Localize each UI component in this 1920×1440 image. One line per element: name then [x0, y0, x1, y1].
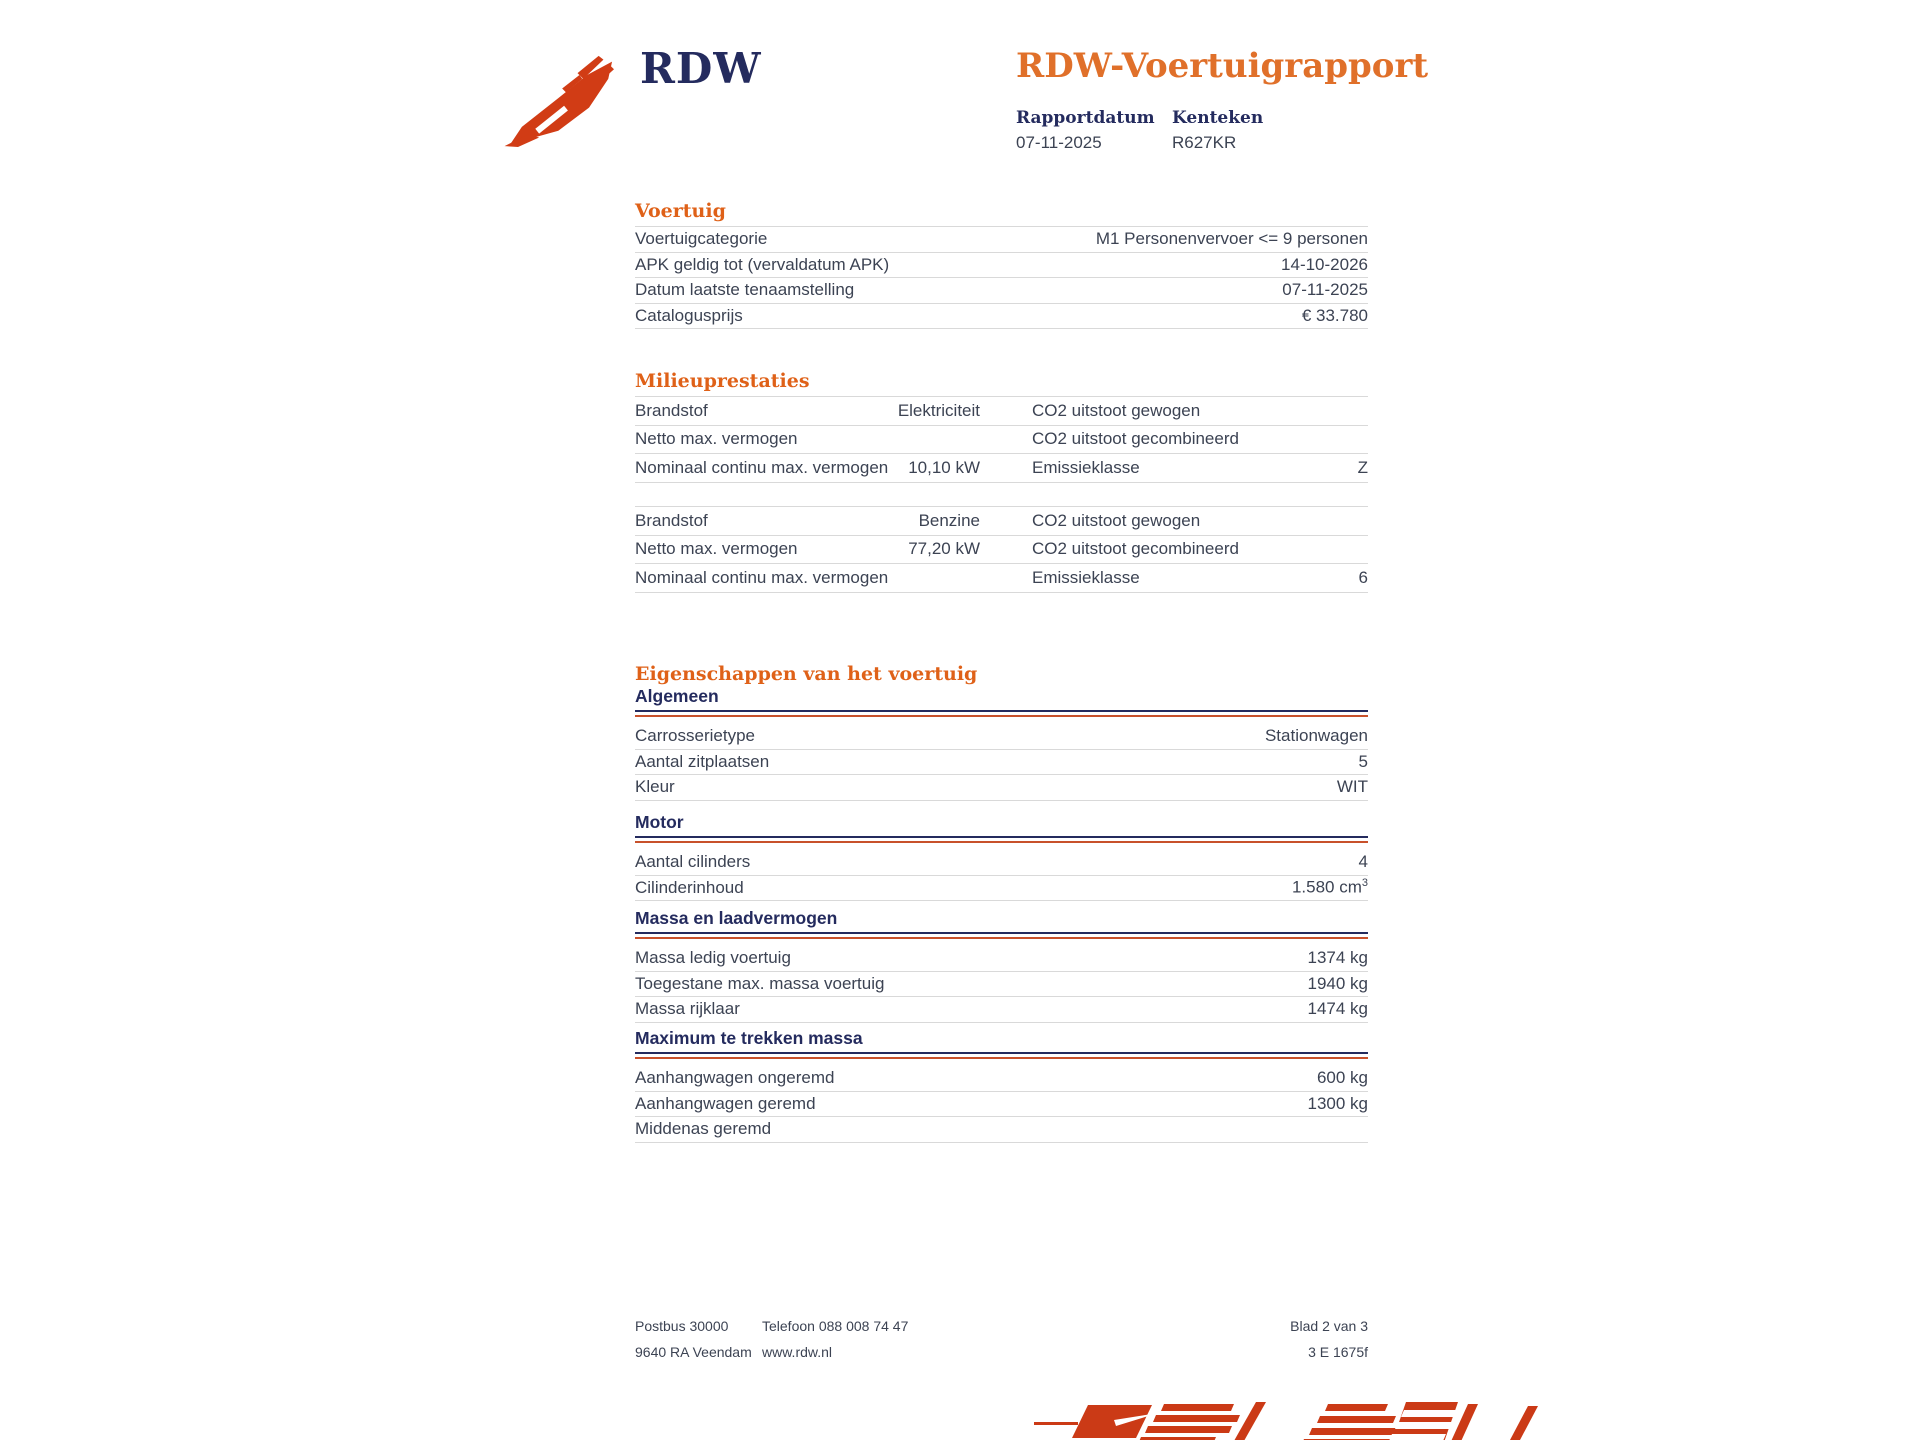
footer-website: www.rdw.nl	[762, 1344, 833, 1360]
table-row	[635, 278, 1368, 304]
row-label: Brandstof	[635, 400, 708, 420]
row-label: Kleur	[635, 777, 675, 797]
footer-address-line1: Postbus 30000	[635, 1318, 729, 1334]
row-value-superscript: 3	[1361, 877, 1368, 890]
voertuig-table	[635, 226, 1368, 329]
table-row	[635, 1092, 1368, 1118]
row-label: Carrosserietype	[635, 726, 755, 746]
row-label: CO2 uitstoot gecombineerd	[1032, 429, 1239, 449]
row-label: CO2 uitstoot gewogen	[1032, 510, 1201, 530]
row-left-pair	[635, 458, 980, 478]
row-right-pair	[1032, 539, 1368, 559]
table-row	[635, 397, 1368, 426]
table-row	[635, 536, 1368, 565]
row-right-pair	[1032, 458, 1368, 478]
row-value: 5	[1358, 751, 1368, 771]
algemeen-table	[635, 724, 1368, 801]
row-value: 4	[1358, 852, 1368, 872]
row-value: 07-11-2025	[1282, 280, 1368, 300]
row-value: 14-10-2026	[1281, 254, 1368, 274]
row-left-pair	[635, 401, 980, 421]
orange-rule	[635, 841, 1368, 843]
footer-phone: Telefoon 088 008 74 47	[762, 1318, 909, 1334]
massa-table	[635, 946, 1368, 1023]
orange-rule	[635, 715, 1368, 717]
subsection-algemeen	[635, 686, 1368, 801]
row-label: Emissieklasse	[1032, 567, 1140, 587]
row-value: 600 kg	[1316, 1068, 1368, 1088]
row-label: APK geldig tot (vervaldatum APK)	[635, 254, 890, 274]
row-left-pair	[635, 429, 980, 449]
row-value: 1300 kg	[1307, 1093, 1368, 1113]
orange-rule	[635, 1057, 1368, 1059]
row-left-pair	[635, 511, 980, 531]
table-row	[635, 775, 1368, 801]
row-label: Brandstof	[635, 510, 708, 530]
table-row	[635, 304, 1368, 330]
row-value: € 33.780	[1301, 305, 1368, 325]
table-row	[635, 972, 1368, 998]
rdw-feather-icon	[500, 52, 632, 148]
table-row	[635, 946, 1368, 972]
trekken-massa-table	[635, 1066, 1368, 1143]
footer-page-indicator: Blad 2 van 3	[1290, 1318, 1368, 1334]
motor-table	[635, 850, 1368, 901]
license-plate-label: Kenteken	[1172, 108, 1264, 128]
section-heading-eigenschappen: Eigenschappen van het voertuig	[635, 663, 978, 685]
rdw-logo-text: RDW	[640, 44, 762, 93]
row-value: 77,20 kW	[908, 539, 980, 559]
milieu-table-elektriciteit	[635, 396, 1368, 483]
row-value: 1.580 $cm^3$	[1291, 877, 1368, 898]
milieu-table-benzine	[635, 506, 1368, 593]
row-value: WIT	[1336, 777, 1368, 797]
table-row	[635, 1066, 1368, 1092]
row-label: Cilinderinhoud	[635, 877, 744, 897]
row-label: CO2 uitstoot gecombineerd	[1032, 539, 1239, 559]
row-label: Datum laatste tenaamstelling	[635, 280, 855, 300]
table-row	[635, 724, 1368, 750]
row-label: Massa rijklaar	[635, 999, 740, 1019]
row-left-pair	[635, 539, 980, 559]
table-row	[635, 454, 1368, 483]
row-right-pair	[1032, 511, 1368, 531]
table-row	[635, 507, 1368, 536]
row-value: 6	[1358, 567, 1368, 587]
row-label: Nominaal continu max. vermogen	[635, 567, 889, 587]
row-value: 1474 kg	[1307, 999, 1368, 1019]
row-label: Nominaal continu max. vermogen	[635, 457, 889, 477]
subsection-heading: Massa en laadvermogen	[635, 908, 1368, 934]
subsection-trekken-massa	[635, 1028, 1368, 1143]
orange-rule	[635, 937, 1368, 939]
row-value: 1940 kg	[1307, 973, 1368, 993]
row-value: Benzine	[918, 510, 980, 530]
table-row	[635, 564, 1368, 593]
row-value: 10,10 kW	[908, 457, 980, 477]
row-label: Middenas geremd	[635, 1119, 772, 1139]
rdw-stripe-graphic-icon	[1028, 1398, 1548, 1440]
report-date-label: Rapportdatum	[1016, 108, 1155, 128]
table-row	[635, 426, 1368, 455]
report-date-value: 07-11-2025	[1016, 133, 1102, 152]
row-right-pair	[1032, 401, 1368, 421]
row-label: Toegestane max. massa voertuig	[635, 973, 885, 993]
subsection-heading: Motor	[635, 812, 1368, 838]
subsection-massa	[635, 908, 1368, 1023]
row-label: Aantal cilinders	[635, 852, 751, 872]
row-label: Voertuigcategorie	[635, 229, 768, 249]
row-label: Catalogusprijs	[635, 305, 743, 325]
section-heading-milieuprestaties: Milieuprestaties	[635, 370, 810, 392]
subsection-motor	[635, 812, 1368, 901]
row-value: Stationwagen	[1264, 726, 1368, 746]
table-row	[635, 997, 1368, 1023]
subsection-heading: Algemeen	[635, 686, 1368, 712]
row-value: 1374 kg	[1307, 948, 1368, 968]
row-label: Massa ledig voertuig	[635, 948, 791, 968]
footer-address-line2: 9640 RA Veendam	[635, 1344, 752, 1360]
table-row	[635, 227, 1368, 253]
section-heading-voertuig: Voertuig	[635, 200, 726, 222]
license-plate-value: R627KR	[1172, 133, 1237, 152]
row-label: CO2 uitstoot gewogen	[1032, 400, 1201, 420]
table-row	[635, 253, 1368, 279]
row-label: Aanhangwagen geremd	[635, 1093, 816, 1113]
table-row	[635, 750, 1368, 776]
row-label: Netto max. vermogen	[635, 539, 798, 559]
row-value: Elektriciteit	[897, 400, 980, 420]
table-row	[635, 850, 1368, 876]
row-label: Aantal zitplaatsen	[635, 751, 770, 771]
row-label: Emissieklasse	[1032, 457, 1140, 477]
row-label: Aanhangwagen ongeremd	[635, 1068, 835, 1088]
footer-form-code: 3 E 1675f	[1308, 1344, 1368, 1360]
row-left-pair	[635, 568, 980, 588]
subsection-heading: Maximum te trekken massa	[635, 1028, 1368, 1054]
row-value: Z	[1357, 457, 1368, 477]
page-title: RDW-Voertuigrapport	[1016, 46, 1429, 86]
table-row	[635, 876, 1368, 902]
table-row	[635, 1117, 1368, 1143]
row-right-pair	[1032, 429, 1368, 449]
row-value: M1 Personenvervoer <= 9 personen	[1095, 229, 1368, 249]
row-label: Netto max. vermogen	[635, 429, 798, 449]
row-right-pair	[1032, 568, 1368, 588]
